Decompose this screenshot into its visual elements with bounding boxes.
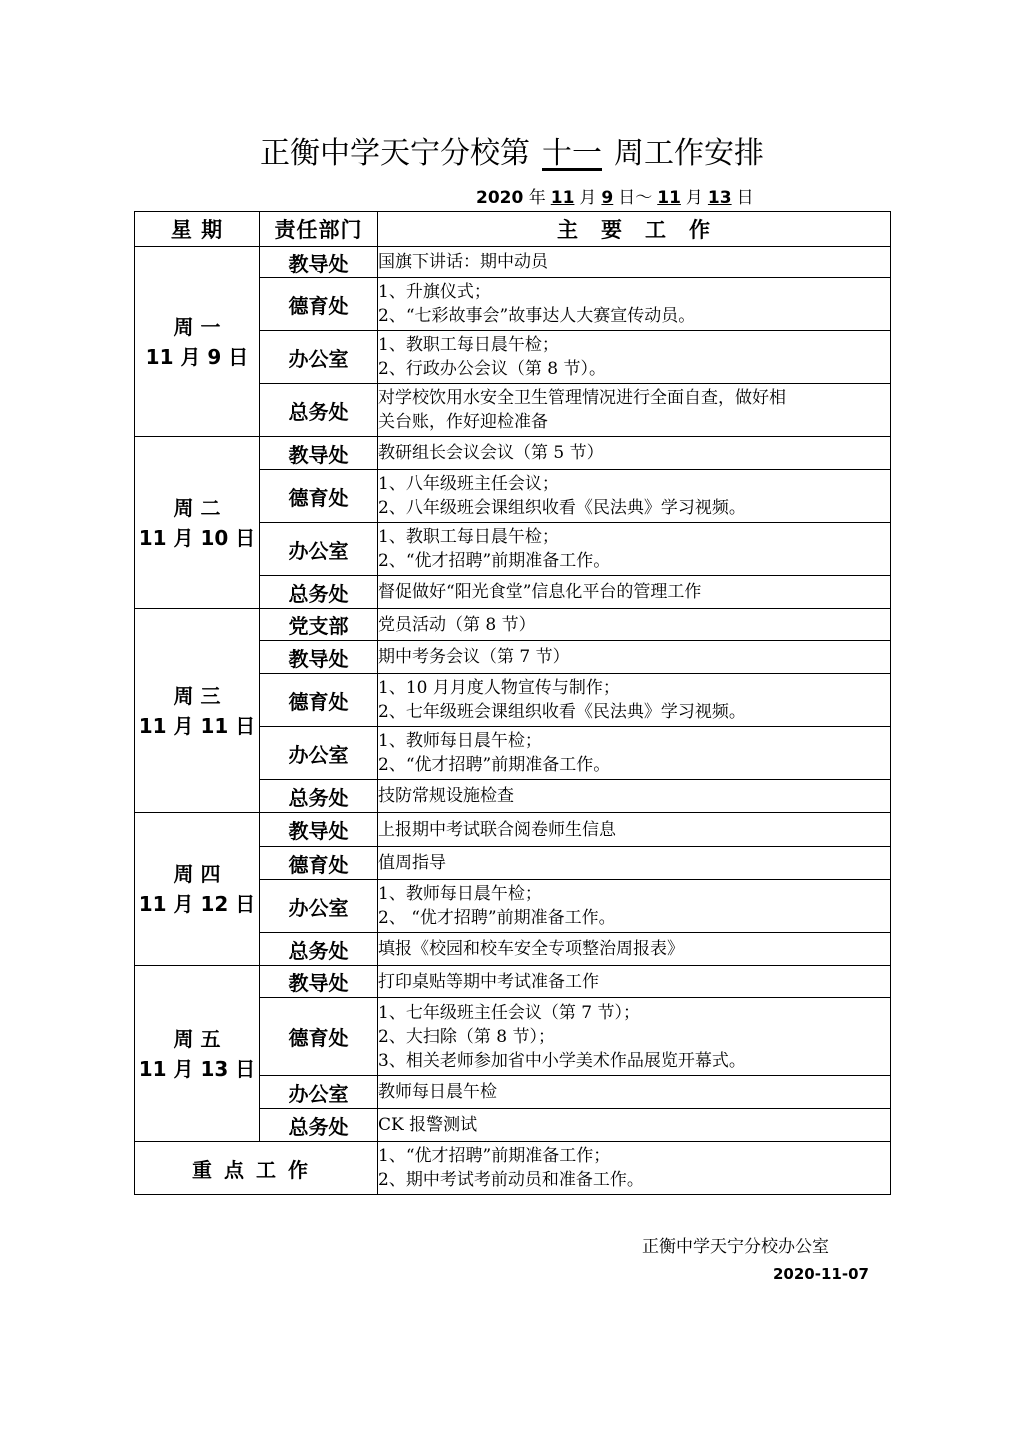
work-cell xyxy=(378,780,891,813)
date-label: 11 月 11 日 xyxy=(138,713,256,738)
work-cell xyxy=(378,641,891,674)
work-line: 1、教职工每日晨午检； xyxy=(378,527,559,547)
dept-cell: 德育处 xyxy=(260,278,378,331)
end-month-unit: 月 xyxy=(685,188,703,208)
work-cell xyxy=(378,847,891,880)
end-month: 11 xyxy=(657,188,681,208)
work-line: 教师每日晨午检 xyxy=(378,1082,497,1102)
dept-cell: 教导处 xyxy=(260,641,378,674)
work-line: 2、“七彩故事会”故事达人大赛宣传动员。 xyxy=(378,306,696,326)
work-line: 教研组长会议会议（第 5 节） xyxy=(378,443,604,463)
work-line: 1、七年级班主任会议（第 7 节）； xyxy=(378,1002,640,1023)
work-cell xyxy=(378,384,891,437)
dept-cell: 教导处 xyxy=(260,813,378,847)
table-row xyxy=(135,609,891,641)
title-prefix: 正衡中学天宁分校第 xyxy=(260,136,530,171)
work-line: 打印桌贴等期中考试准备工作 xyxy=(378,971,599,992)
header-day: 星 期 xyxy=(135,212,260,247)
work-line: 填报《校园和校车安全专项整治周报表》 xyxy=(378,939,684,959)
dept-cell: 总务处 xyxy=(260,1109,378,1142)
dept-cell: 总务处 xyxy=(260,780,378,813)
page-title xyxy=(0,128,1024,172)
dept-cell: 总务处 xyxy=(260,384,378,437)
schedule-table xyxy=(134,211,891,1195)
weekday-label: 周 四 xyxy=(173,862,221,886)
date-label: 11 月 12 日 xyxy=(138,892,256,916)
year-unit: 年 xyxy=(528,188,546,208)
work-line: 2、行政办公会议（第 8 节）。 xyxy=(378,359,606,379)
work-line: 2、 “优才招聘”前期准备工作。 xyxy=(378,908,616,928)
work-cell xyxy=(378,727,891,780)
dept-cell: 德育处 xyxy=(260,998,378,1076)
work-line: 3、相关老师参加省中小学美术作品展览开幕式。 xyxy=(378,1050,746,1071)
dept-cell: 办公室 xyxy=(260,727,378,780)
work-line: 1、八年级班主任会议； xyxy=(378,474,559,494)
dept-cell: 德育处 xyxy=(260,470,378,523)
key-work-row xyxy=(135,1142,891,1195)
work-line: 期中考务会议（第 7 节） xyxy=(378,647,570,667)
work-line: 值周指导 xyxy=(378,853,446,873)
schedule-body xyxy=(135,247,891,1195)
work-line: 2、“优才招聘”前期准备工作。 xyxy=(378,755,611,775)
work-cell xyxy=(378,674,891,727)
table-row xyxy=(135,437,891,470)
title-suffix: 周工作安排 xyxy=(614,136,764,171)
dept-cell: 总务处 xyxy=(260,576,378,609)
start-day: 9 xyxy=(601,188,614,208)
work-line: 上报期中考试联合阅卷师生信息 xyxy=(378,819,616,840)
dept-cell: 办公室 xyxy=(260,1076,378,1109)
dept-cell: 总务处 xyxy=(260,933,378,966)
year: 2020 xyxy=(476,188,524,208)
work-cell xyxy=(378,966,891,998)
dept-cell: 德育处 xyxy=(260,847,378,880)
table-row xyxy=(135,247,891,278)
weekday-label: 周 一 xyxy=(173,314,221,339)
start-month: 11 xyxy=(550,188,575,208)
work-line: CK 报警测试 xyxy=(378,1115,478,1135)
key-work-cell xyxy=(378,1142,891,1195)
dept-cell: 教导处 xyxy=(260,437,378,470)
work-line: 2、八年级班会课组织收看《民法典》学习视频。 xyxy=(378,498,746,518)
day-cell xyxy=(135,247,260,437)
weekday-label: 周 二 xyxy=(173,495,221,520)
end-day-unit: 日 xyxy=(736,188,754,208)
work-cell xyxy=(378,609,891,641)
day-cell xyxy=(135,966,260,1142)
header-dept: 责任部门 xyxy=(260,212,378,247)
footer-date: 2020-11-07 xyxy=(773,1265,869,1283)
work-line: 1、教师每日晨午检； xyxy=(378,731,542,751)
work-line: 技防常规设施检查 xyxy=(378,786,514,806)
day-cell xyxy=(135,813,260,966)
dept-cell: 教导处 xyxy=(260,966,378,998)
work-line: 1、升旗仪式； xyxy=(378,282,491,302)
work-cell xyxy=(378,278,891,331)
dept-cell: 办公室 xyxy=(260,523,378,576)
work-cell xyxy=(378,523,891,576)
work-cell xyxy=(378,470,891,523)
work-cell xyxy=(378,437,891,470)
work-line: 督促做好“阳光食堂”信息化平台的管理工作 xyxy=(378,582,702,602)
work-line: 1、10 月月度人物宣传与制作； xyxy=(378,678,620,698)
work-cell xyxy=(378,1076,891,1109)
weekday-label: 周 五 xyxy=(173,1026,221,1051)
work-line: 1、教职工每日晨午检； xyxy=(378,335,559,355)
footer-office: 正衡中学天宁分校办公室 xyxy=(642,1237,829,1257)
dept-cell: 党支部 xyxy=(260,609,378,641)
work-line: 1、“优才招聘”前期准备工作； xyxy=(378,1146,611,1166)
work-line: 2、期中考试考前动员和准备工作。 xyxy=(378,1170,644,1190)
work-line: 2、大扫除（第 8 节）； xyxy=(378,1026,555,1047)
work-cell xyxy=(378,880,891,933)
work-line: 对学校饮用水安全卫生管理情况进行全面自查，做好相 xyxy=(378,388,786,408)
dept-cell: 办公室 xyxy=(260,331,378,384)
date-label: 11 月 13 日 xyxy=(138,1056,256,1081)
date-range xyxy=(476,183,754,208)
weekday-label: 周 三 xyxy=(173,683,221,708)
dept-cell: 教导处 xyxy=(260,247,378,278)
work-cell xyxy=(378,813,891,847)
work-line: 党员活动（第 8 节） xyxy=(378,614,536,635)
work-line: 2、“优才招聘”前期准备工作。 xyxy=(378,551,611,571)
title-week-number: 十一 xyxy=(542,136,602,171)
table-header-row xyxy=(135,212,891,247)
work-line: 关台账，作好迎检准备 xyxy=(378,412,548,432)
month-unit: 月 xyxy=(579,188,597,208)
work-cell xyxy=(378,933,891,966)
day-cell xyxy=(135,437,260,609)
day-unit: 日～ xyxy=(618,188,653,208)
key-work-label: 重点工作 xyxy=(135,1142,378,1195)
date-label: 11 月 9 日 xyxy=(145,344,249,369)
dept-cell: 办公室 xyxy=(260,880,378,933)
dept-cell: 德育处 xyxy=(260,674,378,727)
work-line: 国旗下讲话：期中动员 xyxy=(378,252,548,272)
date-label: 11 月 10 日 xyxy=(138,525,256,550)
header-work: 主 要 工 作 xyxy=(378,212,891,247)
day-cell xyxy=(135,609,260,813)
work-cell xyxy=(378,1109,891,1142)
work-cell xyxy=(378,998,891,1076)
work-line: 2、七年级班会课组织收看《民法典》学习视频。 xyxy=(378,702,746,722)
work-line: 1、教师每日晨午检； xyxy=(378,884,542,904)
end-day: 13 xyxy=(707,188,732,208)
table-row xyxy=(135,966,891,998)
work-cell xyxy=(378,576,891,609)
work-cell xyxy=(378,247,891,278)
table-row xyxy=(135,813,891,847)
work-cell xyxy=(378,331,891,384)
